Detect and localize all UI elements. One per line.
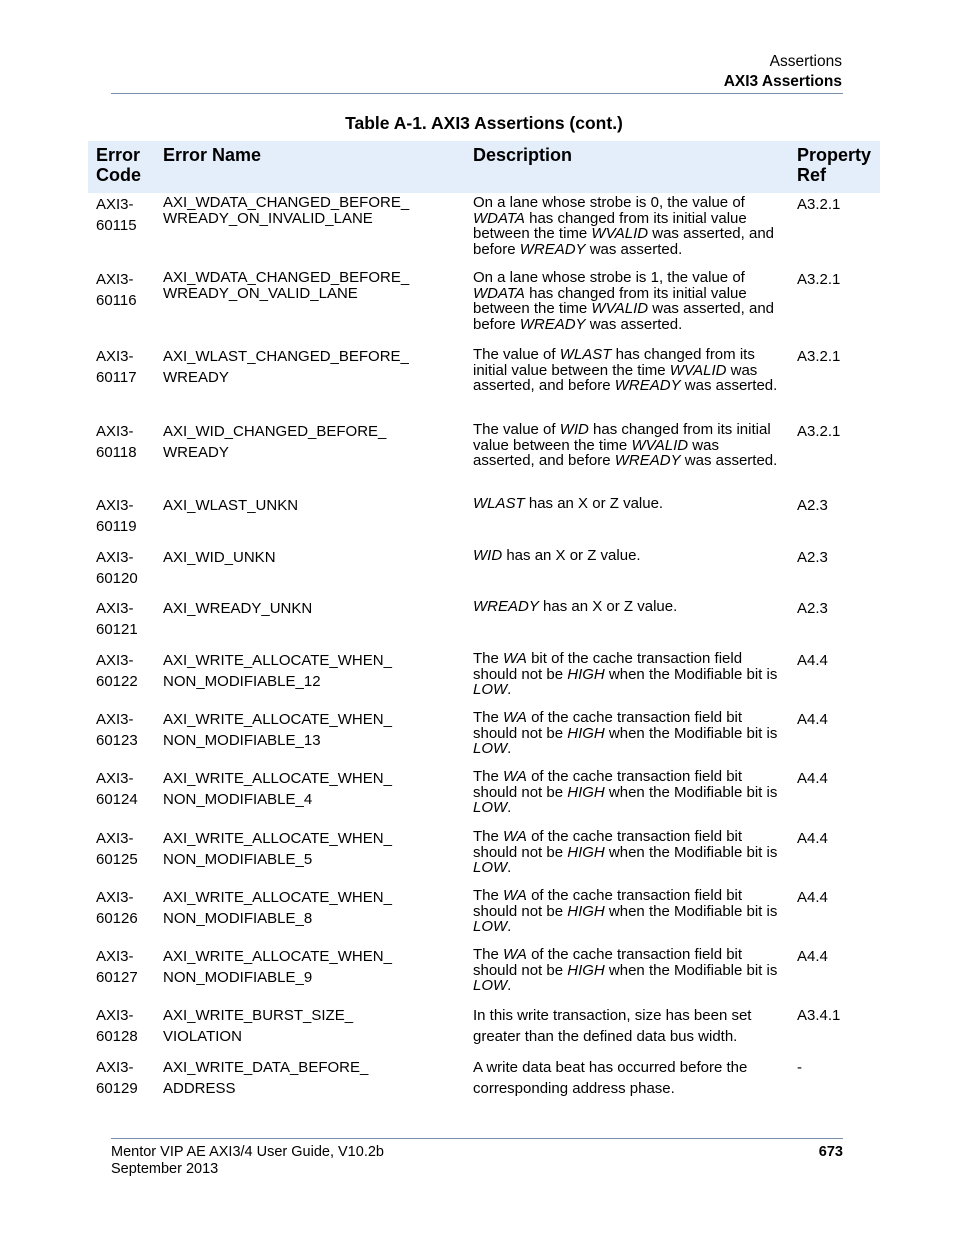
error-code-cell: AXI3- 60122 [96,652,138,690]
error-code-cell: AXI3- 60116 [96,271,137,309]
table-row [88,767,880,827]
table-row [88,708,880,767]
description-cell: The WA of the cache transaction field bit should not be HIGH when the Modifiable bit is LOW. [473,946,778,995]
description-cell: The value of WLAST has changed from its initial value between the time WVALID was asserted, and before WREADY was asserted. [473,346,778,395]
property-ref-cell: A2.3 [797,497,828,514]
error-code-cell: AXI3- 60121 [96,600,138,638]
error-code-cell: AXI3- 60120 [96,549,138,587]
description-cell: The WA of the cache transaction field bit should not be HIGH when the Modifiable bit is LOW. [473,768,778,817]
error-name-cell: AXI_WRITE_DATA_BEFORE_ ADDRESS [163,1059,369,1097]
error-name-cell: AXI_WID_UNKN [163,549,276,566]
error-name-cell: AXI_WID_CHANGED_BEFORE_ WREADY [163,423,387,461]
page-number: 673 [818,1144,843,1160]
table-row [88,886,880,945]
property-ref-cell: A2.3 [797,600,828,617]
assertions-table [88,141,880,1108]
description-cell: The WA of the cache transaction field bit should not be HIGH when the Modifiable bit is LOW. [473,828,778,877]
table-row [88,546,880,597]
error-name-cell: AXI_WRITE_ALLOCATE_WHEN_ NON_MODIFIABLE_5 [163,830,392,868]
description-cell: WREADY has an X or Z value. [473,598,678,615]
table-row [88,494,880,546]
error-name-cell: AXI_WLAST_CHANGED_BEFORE_ WREADY [163,348,409,386]
table-row [88,1004,880,1056]
property-ref-cell: A4.4 [797,652,828,669]
error-name-cell: AXI_WRITE_ALLOCATE_WHEN_ NON_MODIFIABLE_4 [163,770,392,808]
table-title: Table A-1. AXI3 Assertions (cont.) [345,113,623,133]
property-ref-cell: A2.3 [797,549,828,566]
error-code-cell: AXI3- 60118 [96,423,137,461]
table-row [88,597,880,649]
error-name-cell: AXI_WREADY_UNKN [163,600,313,617]
error-name-cell: AXI_WLAST_UNKN [163,497,299,514]
error-code-cell: AXI3- 60119 [96,497,137,535]
property-ref-cell: A3.2.1 [797,423,841,440]
table-row [88,1056,880,1108]
property-ref-cell: A4.4 [797,830,828,847]
description-cell: A write data beat has occurred before the corresponding address phase. [473,1059,748,1097]
column-header-error-name: Error Name [155,141,465,193]
column-header-description: Description [465,141,789,193]
error-code-cell: AXI3- 60128 [96,1007,138,1045]
error-name-cell: AXI_WRITE_ALLOCATE_WHEN_ NON_MODIFIABLE_8 [163,889,392,927]
property-ref-cell: A3.4.1 [797,1007,841,1024]
header-subsection: AXI3 Assertions [723,73,842,90]
running-header [724,52,842,92]
column-header-error-code: Error Code [88,141,155,193]
table-header-row [88,141,880,193]
property-ref-cell: A3.2.1 [797,348,841,365]
property-ref-cell: - [797,1059,802,1076]
description-cell: WID has an X or Z value. [473,547,641,564]
description-cell: WLAST has an X or Z value. [473,495,664,512]
footer-guide-title: Mentor VIP AE AXI3/4 User Guide, V10.2b [111,1144,384,1160]
property-ref-cell: A4.4 [797,770,828,787]
error-code-cell: AXI3- 60129 [96,1059,138,1097]
table-row [88,827,880,886]
column-header-property-ref: Property Ref [789,141,880,193]
footer [111,1144,843,1178]
footer-date: September 2013 [111,1161,219,1177]
property-ref-cell: A4.4 [797,948,828,965]
table-row [88,649,880,708]
property-ref-cell: A3.2.1 [797,271,841,288]
error-name-cell: AXI_WRITE_ALLOCATE_WHEN_ NON_MODIFIABLE_9 [163,948,392,986]
error-code-cell: AXI3- 60125 [96,830,138,868]
description-cell: The WA bit of the cache transaction field should not be HIGH when the Modifiable bit is LOW. [473,650,778,699]
error-name-cell: AXI_WRITE_ALLOCATE_WHEN_ NON_MODIFIABLE_13 [163,711,392,749]
property-ref-cell: A4.4 [797,711,828,728]
description-cell: The WA of the cache transaction field bit should not be HIGH when the Modifiable bit is LOW. [473,887,778,936]
error-code-cell: AXI3- 60117 [96,348,137,386]
table-row [88,268,880,345]
footer-rule [111,1138,843,1139]
header-section: Assertions [769,53,842,70]
property-ref-cell: A3.2.1 [797,196,841,213]
table-body [88,193,880,1108]
error-code-cell: AXI3- 60126 [96,889,138,927]
header-rule [111,93,843,94]
table-row [88,345,880,420]
table-row [88,193,880,268]
error-code-cell: AXI3- 60124 [96,770,138,808]
error-code-cell: AXI3- 60127 [96,948,138,986]
table-row [88,945,880,1004]
description-cell: On a lane whose strobe is 0, the value of WDATA has changed from its initial value between the time WVALID was asserted, and before WREADY was asserted. [473,194,774,258]
error-code-cell: AXI3- 60115 [96,196,137,234]
error-name-cell: AXI_WDATA_CHANGED_BEFORE_ WREADY_ON_INVALID_LANE [163,194,410,227]
error-name-cell: AXI_WRITE_BURST_SIZE_ VIOLATION [163,1007,354,1045]
error-name-cell: AXI_WDATA_CHANGED_BEFORE_ WREADY_ON_VALID_LANE [163,269,410,302]
error-code-cell: AXI3- 60123 [96,711,138,749]
description-cell: The value of WID has changed from its initial value between the time WVALID was asserted, and before WREADY was asserted. [473,421,778,470]
description-cell: The WA of the cache transaction field bit should not be HIGH when the Modifiable bit is LOW. [473,709,778,758]
description-cell: In this write transaction, size has been set greater than the defined data bus width. [473,1007,752,1045]
description-cell: On a lane whose strobe is 1, the value of WDATA has changed from its initial value between the time WVALID was asserted, and before WREADY was asserted. [473,269,774,333]
table-row [88,420,880,494]
error-name-cell: AXI_WRITE_ALLOCATE_WHEN_ NON_MODIFIABLE_12 [163,652,392,690]
property-ref-cell: A4.4 [797,889,828,906]
